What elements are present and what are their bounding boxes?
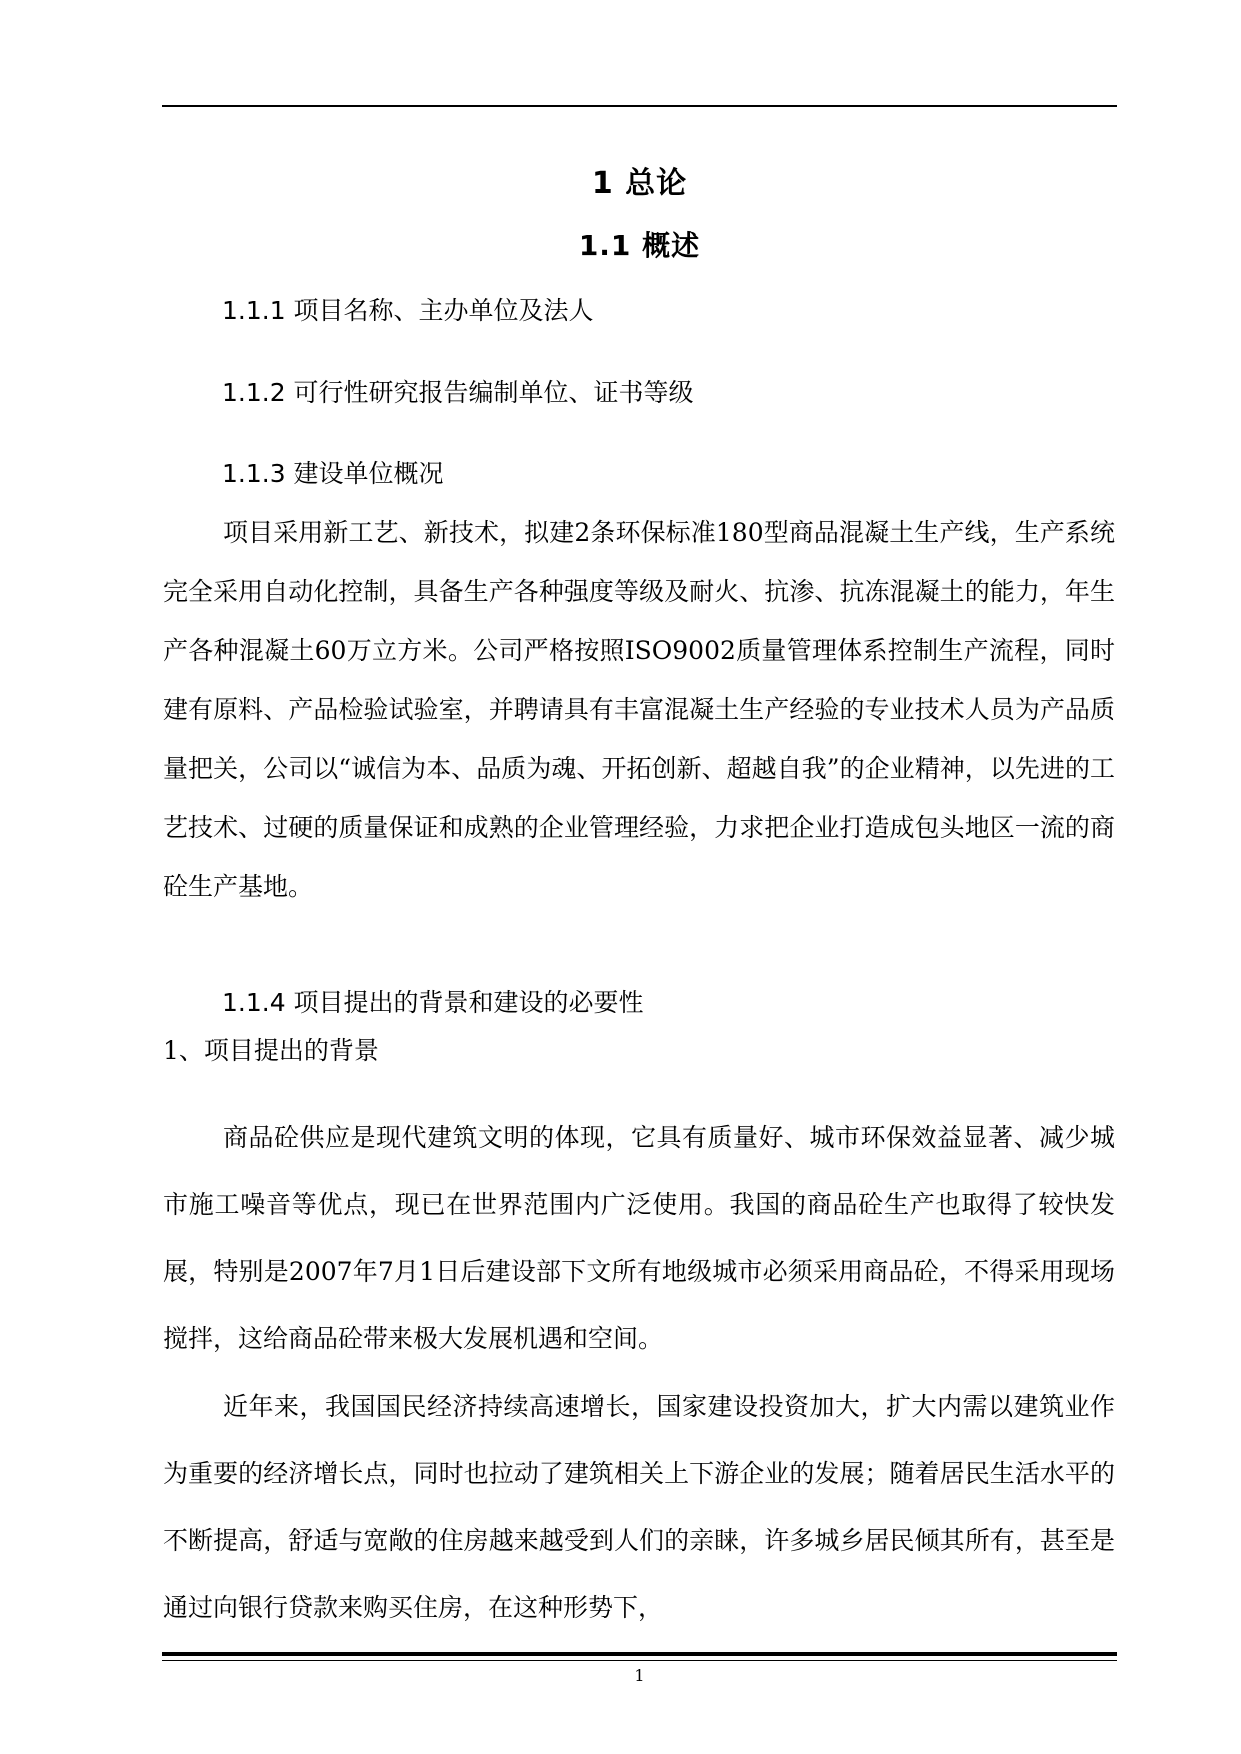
chapter-title: 1 总论 (591, 166, 688, 201)
heading-1-1-3: 1.1.3 建设单位概况 (222, 459, 444, 488)
list-heading-background: 1、项目提出的背景 (163, 1036, 379, 1065)
page-number: 1 (634, 1666, 645, 1685)
header-rule (162, 105, 1117, 107)
paragraph-background-2: 近年来，我国国民经济持续高速增长，国家建设投资加大，扩大内需以建筑业作为重要的经济增长点，同时也拉动了建筑相关上下游企业的发展；随着居民生活水平的不断提高，舒适与宽敞的住房越来越受到人们的亲睐，许多城乡居民倾其所有，甚至是通过向银行贷款来购买住房，在这种形势下， (163, 1392, 1115, 1622)
heading-1-1-2: 1.1.2 可行性研究报告编制单位、证书等级 (222, 378, 694, 407)
heading-1-1-4: 1.1.4 项目提出的背景和建设的必要性 (222, 988, 644, 1017)
section-title: 1.1 概述 (578, 229, 701, 262)
paragraph-background-1: 商品砼供应是现代建筑文明的体现，它具有质量好、城市环保效益显著、减少城市施工噪音等优点，现已在世界范围内广泛使用。我国的商品砼生产也取得了较快发展，特别是2007年7月1日后建设部下文所有地级城市必须采用商品砼，不得采用现场搅拌，这给商品砼带来极大发展机遇和空间。 (163, 1123, 1115, 1353)
footer-rule-thin (162, 1660, 1117, 1661)
heading-1-1-1: 1.1.1 项目名称、主办单位及法人 (222, 296, 594, 325)
paragraph-company-overview: 项目采用新工艺、新技术，拟建2条环保标准180型商品混凝土生产线，生产系统完全采用自动化控制，具备生产各种强度等级及耐火、抗渗、抗冻混凝土的能力，年生产各种混凝土60万立方米。公司严格按照ISO9002质量管理体系控制生产流程，同时建有原料、产品检验试验室，并聘请具有丰富混凝土生产经验的专业技术人员为产品质量把关，公司以“诚信为本、品质为魂、开拓创新、超越自我”的企业精神，以先进的工艺技术、过硬的质量保证和成熟的企业管理经验，力求把企业打造成包头地区一流的商砼生产基地。 (163, 518, 1115, 901)
footer-rule-thick (162, 1652, 1117, 1656)
